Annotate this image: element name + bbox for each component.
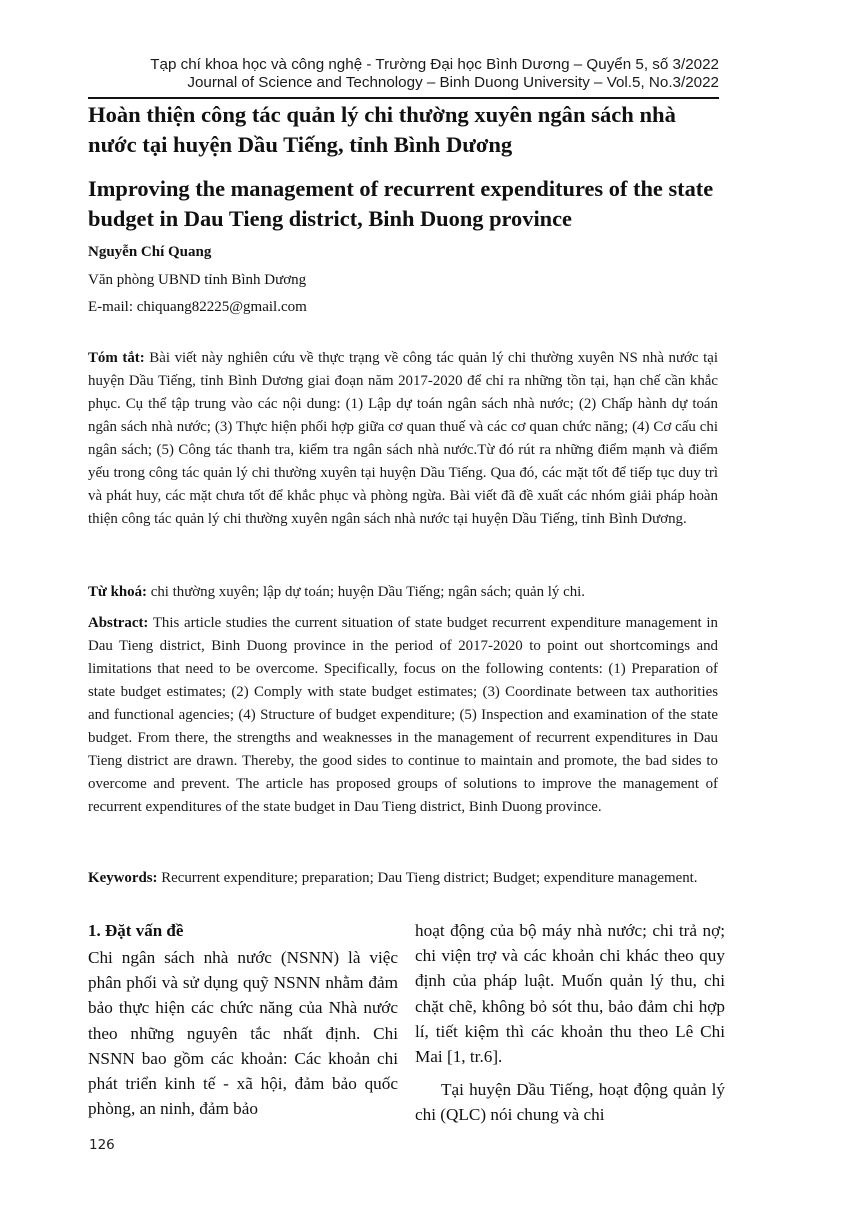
author-email: E-mail: chiquang82225@gmail.com: [88, 299, 307, 315]
abstract-vi-text: Bài viết này nghiên cứu về thực trạng về công tác quản lý chi thường xuyên NS nhà nước tại huyện Dầu Tiếng, tỉnh Bình Dương giai đoạn năm 2017-2020 để chỉ ra những tồn tại, hạn chế cần khắc phục. Cụ thể tập trung vào các nội dung: (1) Lập dự toán ngân sách nhà nước; (2) Chấp hành dự toán ngân sách nhà nước; (3) Thực hiện phối hợp giữa cơ quan thuế và các cơ quan chức năng; (4) Cơ cấu chi ngân sách; (5) Công tác thanh tra, kiểm tra ngân sách nhà nước.Từ đó rút ra những điểm mạnh và điểm yếu trong công tác quản lý chi thường xuyên tại huyện Dầu Tiếng. Qua đó, các mặt tốt để tiếp tục duy trì và phát huy, các mặt chưa tốt để khắc phục và phòng ngừa. Bài viết đã đề xuất các nhóm giải pháp hoàn thiện công tác quản lý chi thường xuyên ngân sách nhà nước tại huyện Dầu Tiếng, tỉnh Bình Dương.: [88, 350, 718, 527]
keywords-english: [88, 867, 718, 890]
header-divider: [88, 97, 719, 99]
journal-header-vi: Tạp chí khoa học và công nghệ - Trường Đại học Bình Dương – Quyển 5, số 3/2022: [150, 56, 719, 73]
journal-header-en: Journal of Science and Technology – Binh Duong University – Vol.5, No.3/2022: [187, 74, 719, 91]
body-paragraph: hoạt động của bộ máy nhà nước; chi trả nợ; chi viện trợ và các khoản chi khác theo quy định của pháp luật. Muốn quản lý thu, chi chặt chẽ, không bỏ sót thu, bảo đảm chi hợp lí, tiết kiệm thì các khoản thu theo Lê Chi Mai [1, tr.6].: [415, 921, 725, 1067]
keywords-en-text: Recurrent expenditure; preparation; Dau Tieng district; Budget; expenditure management.: [157, 870, 698, 886]
abstract-vi-label: Tóm tắt:: [88, 350, 145, 366]
abstract-en-label: Abstract:: [88, 615, 149, 631]
keywords-en-label: Keywords:: [88, 870, 158, 886]
body-paragraph: Tại huyện Dầu Tiếng, hoạt động quản lý chi (QLC) nói chung và chi: [415, 1080, 725, 1125]
body-column-left: [88, 918, 398, 1121]
body-paragraph: Chi ngân sách nhà nước (NSNN) là việc phân phối và sử dụng quỹ NSNN nhằm đảm bảo thực hiện các chức năng của Nhà nước theo những nguyên tắc nhất định. Chi NSNN bao gồm các khoản: Các khoản chi phát triển kinh tế - xã hội, đảm bảo quốc phòng, an ninh, đảm bảo: [88, 948, 398, 1119]
page-number: 126: [89, 1137, 115, 1153]
article-title-vietnamese: Hoàn thiện công tác quản lý chi thường xuyên ngân sách nhà nước tại huyện Dầu Tiếng, tỉnh Bình Dương: [88, 102, 676, 157]
body-column-right: [415, 918, 725, 1128]
keywords-vi-label: Từ khoá:: [88, 584, 148, 600]
author-name: Nguyễn Chí Quang: [88, 244, 212, 260]
keywords-vietnamese: [88, 581, 718, 604]
section-heading: 1. Đặt vấn đề: [88, 921, 184, 940]
running-header: [88, 56, 719, 92]
article-title-english: Improving the management of recurrent expenditures of the state budget in Dau Tieng district, Binh Duong province: [88, 176, 714, 231]
abstract-english: [88, 612, 718, 819]
abstract-en-text: This article studies the current situation of state budget recurrent expenditure management in Dau Tieng district, Binh Duong province in the period of 2017-2020 to point out shortcomings and limitations that need to be overcome. Specifically, focus on the following contents: (1) Preparation of state budget estimates; (2) Comply with state budget estimates; (3) Coordinate between tax authorities and functional agencies; (4) Structure of budget expenditure; (5) Inspection and examination of the state budget. From there, the strengths and weaknesses in the management of recurrent expenditures in Dau Tieng district are drawn. Thereby, the good sides to continue to maintain and promote, the bad sides to overcome and prevent. The article has proposed groups of solutions to improve the management of recurrent expenditures of the state budget in Dau Tieng district, Binh Duong province.: [88, 615, 718, 815]
abstract-vietnamese: [88, 347, 718, 531]
author-affiliation: Văn phòng UBND tỉnh Bình Dương: [88, 272, 307, 288]
keywords-vi-text: chi thường xuyên; lập dự toán; huyện Dầu Tiếng; ngân sách; quản lý chi.: [147, 584, 586, 600]
